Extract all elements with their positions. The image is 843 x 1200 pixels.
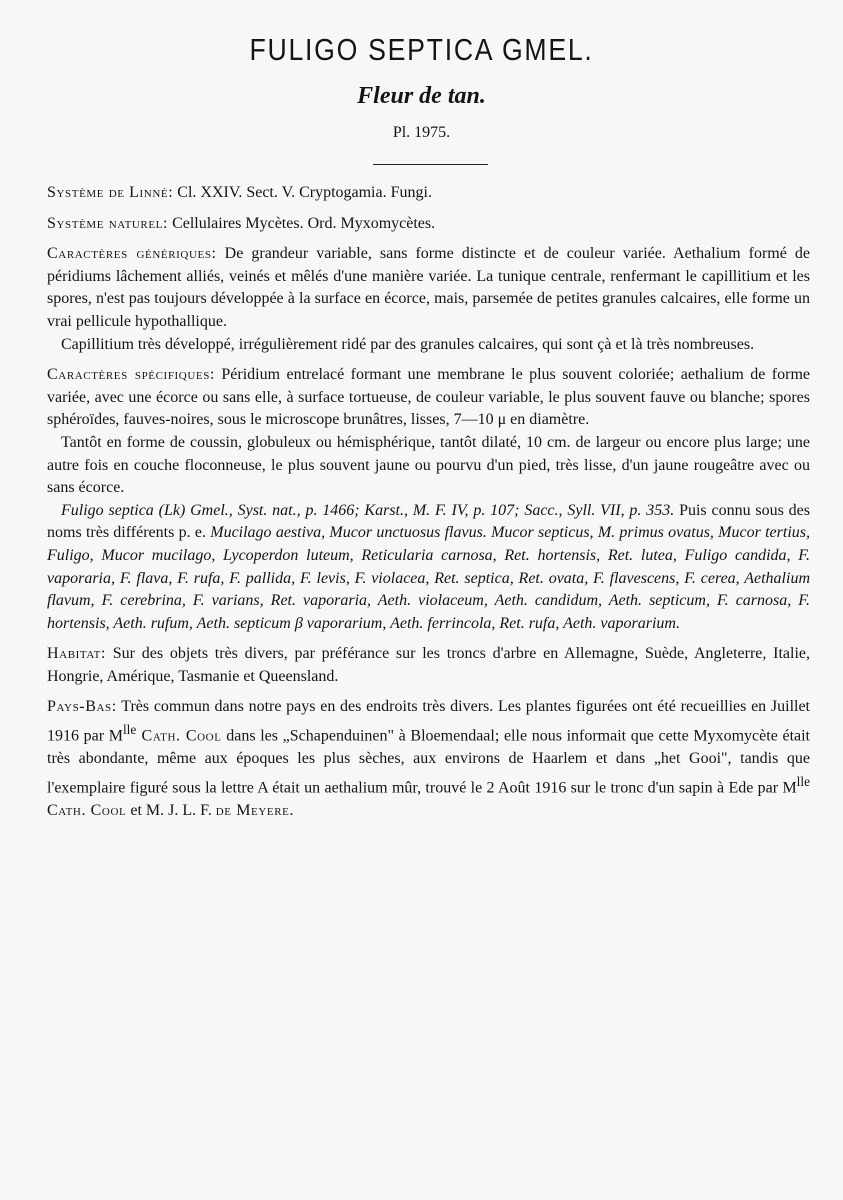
synonymy-intro: Puis connu sous des noms très différents p. e. xyxy=(47,501,810,542)
paysbas-text-2: dans les „Schapenduinen" à Bloemendaal; elle nous informait que cette Myxomycète était très abondante, même aux époques les plus sèches, aux environs de Haarlem et dans „het Gooi", tandis que l'exemplaire figuré sous la lettre A était un aethalium mûr, trouvé le 2 Août 1916 sur le tronc d'un sapin à Ede par M xyxy=(47,727,810,796)
generiques-label: Caractères génériques: xyxy=(47,245,217,263)
synonymy-paragraph xyxy=(47,500,810,636)
habitat-label: Habitat: xyxy=(47,645,107,663)
paysbas-paragraph xyxy=(47,696,810,822)
synonymy-citation: Fuligo septica (Lk) Gmel., Syst. nat., p. 1466; Karst., M. F. IV, p. 107; Sacc., Syll. VII, p. 353. xyxy=(61,501,675,519)
paysbas-text-3: et M. J. L. F. xyxy=(126,801,216,819)
plate-number: Pl. 1975. xyxy=(392,124,451,141)
generiques-paragraph xyxy=(47,243,810,333)
paysbas-text-4: . xyxy=(289,801,294,819)
specifiques-paragraph xyxy=(47,364,810,432)
paysbas-collector-3: de Meyere xyxy=(215,801,290,819)
paysbas-sup-2: lle xyxy=(796,773,810,789)
paysbas-collector-1: Cath. Cool xyxy=(136,727,222,745)
specifiques-label: Caractères spécifiques: xyxy=(47,366,215,384)
generiques-text: De grandeur variable, sans forme distincte et de couleur variée. Aethalium formé de péridiums lâchement alliés, veinés et mêlés d'une manière variée. La tunique centrale, renfermant le capillitium et les spores, n'est pas toujours développée à la surface en écorce, mais, parsemée de petites granules calcaires, elle forme un vrai pellicule hypothallique. xyxy=(47,245,811,330)
page-title: FULIGO SEPTICA GMEL. xyxy=(249,32,594,67)
document-body xyxy=(47,182,810,822)
naturel-paragraph xyxy=(47,213,810,236)
paysbas-label: Pays-Bas: xyxy=(47,698,117,716)
generiques-paragraph-2: Capillitium très développé, irrégulièrement ridé par des granules calcaires, qui sont çà et là très nombreuses. xyxy=(61,335,755,353)
title-divider xyxy=(373,164,488,165)
habitat-paragraph xyxy=(47,643,810,688)
habitat-text: Sur des objets très divers, par préférance sur les troncs d'arbre en Allemagne, Suède, Angleterre, Italie, Hongrie, Amérique, Tasmanie et Queensland. xyxy=(47,645,810,685)
paysbas-sup-1: lle xyxy=(122,722,137,738)
linne-text: Cl. XXIV. Sect. V. Cryptogamia. Fungi. xyxy=(173,184,432,201)
paysbas-collector-2: Cath. Cool xyxy=(47,801,127,819)
specifiques-text: Péridium entrelacé formant une membrane le plus souvent coloriée; aethalium de forme variée, avec une écorce ou sans elle, à surface tortueuse, de couleur variable, le plus souvent fauve ou blanche; spores sphéroïdes, fauves-noires, sous le microscope brunâtres, lisses, 7—10 μ en diamètre. xyxy=(47,366,810,429)
naturel-label: Système naturel: xyxy=(47,214,169,232)
paysbas-text-1: Très commun dans notre pays en des endroits très divers. Les plantes figurées ont été recueillies en Juillet 1916 par M xyxy=(47,698,810,745)
linne-label: Système de Linné: xyxy=(47,184,174,201)
synonymy-names: Mucilago aestiva, Mucor unctuosus flavus. Mucor septicus, M. primus ovatus, Mucor tertius, Fuligo, Mucor mucilago, Lycoperdon luteum, Reticularia carnosa, Ret. hortensis, Ret. lutea, Fuligo candida, F. vaporaria, F. flava, F. rufa, F. pallida, F. levis, F. violacea, Ret. septica, Ret. ovata, F. flavescens, F. cerea, Aethalium flavum, F. cerebrina, F. varians, Ret. vaporaria, Aeth. violaceum, Aeth. candidum, Aeth. septicum, F. carnosa, F. hortensis, Aeth. rufum, Aeth. septicum β vaporarium, Aeth. ferrincola, Ret. rufa, Aeth. vaporarium. xyxy=(47,524,810,632)
specifiques-paragraph-2: Tantôt en forme de coussin, globuleux ou hémisphérique, tantôt dilaté, 10 cm. de largeur ou encore plus large; une autre fois en couche floconneuse, le plus souvent jaune ou pourvu d'un pied, très lisse, d'un jaune rougeâtre avec ou sans écorce. xyxy=(47,433,810,497)
page-subtitle: Fleur de tan. xyxy=(357,83,486,109)
linne-paragraph xyxy=(47,182,810,205)
naturel-text: Cellulaires Mycètes. Ord. Myxomycètes. xyxy=(168,214,436,232)
